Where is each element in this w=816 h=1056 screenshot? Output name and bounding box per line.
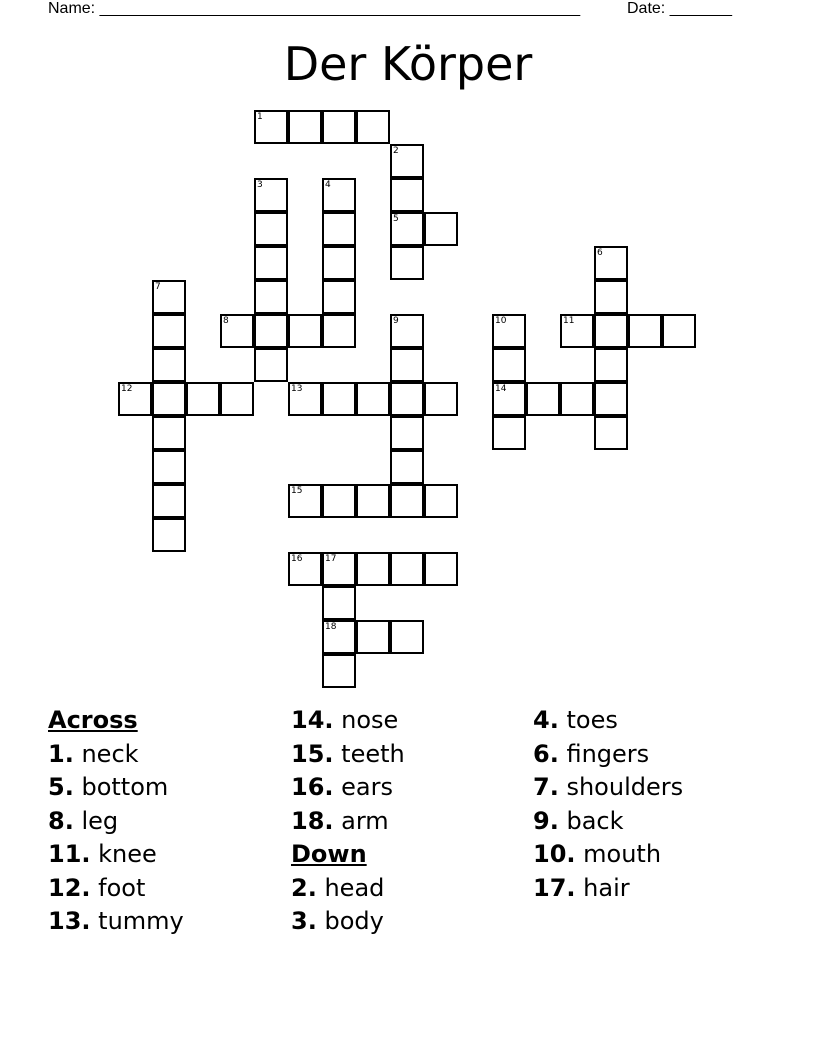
clue-down-10: [533, 838, 683, 872]
cell-number: 10: [495, 316, 507, 326]
grid-cell[interactable]: [288, 110, 322, 144]
grid-cell[interactable]: [390, 246, 424, 280]
grid-cell[interactable]: [390, 620, 424, 654]
clue-answer: mouth: [583, 840, 662, 868]
clue-answer: body: [324, 907, 384, 935]
clue-answer: teeth: [341, 739, 405, 768]
grid-cell[interactable]: [594, 382, 628, 416]
cell-number: 4: [325, 180, 331, 190]
grid-cell[interactable]: [254, 280, 288, 314]
clue-answer: hair: [583, 873, 630, 902]
grid-cell[interactable]: [152, 450, 186, 484]
clue-across-8: [48, 805, 184, 839]
grid-cell[interactable]: [526, 382, 560, 416]
cell-number: 5: [393, 214, 399, 224]
grid-cell[interactable]: [356, 382, 390, 416]
cell-number: 13: [291, 384, 303, 394]
grid-cell[interactable]: [152, 382, 186, 416]
grid-cell[interactable]: [322, 654, 356, 688]
clue-number: 8.: [48, 806, 74, 835]
cell-number: 16: [291, 554, 303, 564]
clue-answer: tummy: [98, 907, 184, 935]
clue-answer: shoulders: [566, 773, 684, 801]
grid-cell[interactable]: [322, 586, 356, 620]
cell-number: 18: [325, 622, 337, 632]
grid-cell[interactable]: [560, 382, 594, 416]
clue-number: 11.: [48, 840, 91, 868]
grid-cell[interactable]: [356, 552, 390, 586]
grid-cell[interactable]: [390, 484, 424, 518]
grid-cell[interactable]: [322, 280, 356, 314]
cell-number: 9: [393, 316, 399, 326]
page-title: Der Körper: [283, 37, 533, 91]
grid-cell[interactable]: [118, 382, 152, 416]
grid-cell[interactable]: [628, 314, 662, 348]
grid-cell[interactable]: [424, 552, 458, 586]
grid-cell[interactable]: [322, 314, 356, 348]
clue-down-9: [533, 805, 683, 839]
clue-answer: bottom: [81, 773, 169, 801]
grid-cell[interactable]: [254, 212, 288, 246]
grid-cell[interactable]: [288, 314, 322, 348]
clue-number: 12.: [48, 873, 91, 902]
grid-cell[interactable]: [322, 552, 356, 586]
grid-cell[interactable]: [390, 552, 424, 586]
grid-cell[interactable]: [492, 416, 526, 450]
grid-cell[interactable]: [390, 144, 424, 178]
clue-down-6: [533, 738, 683, 772]
clue-answer: nose: [341, 706, 399, 734]
grid-cell[interactable]: [254, 110, 288, 144]
clue-answer: foot: [98, 873, 146, 902]
date-line: Date: _______: [627, 0, 732, 17]
grid-cell[interactable]: [390, 178, 424, 212]
clue-across-1: [48, 738, 184, 772]
grid-cell[interactable]: [220, 382, 254, 416]
grid-cell[interactable]: [492, 382, 526, 416]
grid-cell[interactable]: [594, 314, 628, 348]
clue-answer: neck: [81, 739, 139, 768]
clue-answer: head: [324, 873, 385, 902]
clue-number: 7.: [533, 773, 559, 801]
grid-cell[interactable]: [594, 416, 628, 450]
clue-number: 15.: [291, 739, 334, 768]
name-line: Name: ______________________________________________________: [48, 0, 581, 17]
clue-number: 1.: [48, 739, 74, 768]
clue-answer: ears: [341, 773, 393, 801]
clue-column-3: [533, 704, 683, 905]
clue-down-3: [291, 905, 405, 939]
clue-across-5: [48, 771, 184, 805]
grid-cell[interactable]: [390, 450, 424, 484]
cell-number: 6: [597, 248, 603, 258]
grid-cell[interactable]: [356, 484, 390, 518]
cell-number: 17: [325, 554, 337, 564]
grid-cell[interactable]: [322, 110, 356, 144]
cell-number: 14: [495, 384, 507, 394]
grid-cell[interactable]: [662, 314, 696, 348]
clue-answer: fingers: [566, 739, 650, 768]
grid-cell[interactable]: [322, 212, 356, 246]
grid-cell[interactable]: [186, 382, 220, 416]
grid-cell[interactable]: [492, 314, 526, 348]
clue-across-13: [48, 905, 184, 939]
grid-cell[interactable]: [424, 484, 458, 518]
clue-answer: leg: [81, 806, 119, 835]
grid-cell[interactable]: [492, 348, 526, 382]
clue-answer: knee: [98, 840, 157, 868]
cell-number: 1: [257, 112, 263, 122]
grid-cell[interactable]: [152, 416, 186, 450]
cell-number: 12: [121, 384, 133, 394]
clue-number: 3.: [291, 907, 317, 935]
clue-number: 17.: [533, 873, 576, 902]
grid-cell[interactable]: [322, 246, 356, 280]
clue-across-18: [291, 805, 405, 839]
grid-cell[interactable]: [560, 314, 594, 348]
grid-cell[interactable]: [288, 484, 322, 518]
cell-number: 11: [563, 316, 575, 326]
clue-number: 9.: [533, 806, 559, 835]
clue-answer: arm: [341, 806, 389, 835]
grid-cell[interactable]: [152, 484, 186, 518]
clue-number: 14.: [291, 706, 334, 734]
grid-cell[interactable]: [390, 416, 424, 450]
clue-column-2: [291, 704, 405, 939]
grid-cell[interactable]: [424, 212, 458, 246]
grid-cell[interactable]: [356, 110, 390, 144]
grid-cell[interactable]: [152, 348, 186, 382]
grid-cell[interactable]: [322, 620, 356, 654]
grid-cell[interactable]: [594, 246, 628, 280]
cell-number: 2: [393, 146, 399, 156]
cell-number: 7: [155, 282, 161, 292]
grid-cell[interactable]: [254, 246, 288, 280]
clue-down-17: [533, 872, 683, 906]
cell-number: 3: [257, 180, 263, 190]
clue-number: 5.: [48, 773, 74, 801]
grid-cell[interactable]: [390, 212, 424, 246]
grid-cell[interactable]: [594, 348, 628, 382]
clue-across-14: [291, 704, 405, 738]
clue-number: 13.: [48, 907, 91, 935]
grid-cell[interactable]: [390, 348, 424, 382]
grid-cell[interactable]: [220, 314, 254, 348]
grid-cell[interactable]: [288, 552, 322, 586]
clue-across-16: [291, 771, 405, 805]
clue-number: 16.: [291, 773, 334, 801]
cell-number: 15: [291, 486, 303, 496]
clue-down-2: [291, 872, 405, 906]
grid-cell[interactable]: [254, 178, 288, 212]
grid-cell[interactable]: [356, 620, 390, 654]
clue-number: 6.: [533, 739, 559, 768]
clue-across-12: [48, 872, 184, 906]
clue-number: 2.: [291, 873, 317, 902]
clue-column-1: [48, 704, 184, 939]
grid-cell[interactable]: [152, 314, 186, 348]
grid-cell[interactable]: [390, 382, 424, 416]
across-heading: Across: [48, 706, 138, 734]
cell-number: 8: [223, 316, 229, 326]
grid-cell[interactable]: [390, 314, 424, 348]
grid-cell[interactable]: [288, 382, 322, 416]
clue-across-11: [48, 838, 184, 872]
grid-cell[interactable]: [152, 280, 186, 314]
clue-across-15: [291, 738, 405, 772]
grid-cell[interactable]: [254, 314, 288, 348]
grid-cell[interactable]: [254, 348, 288, 382]
grid-cell[interactable]: [322, 484, 356, 518]
grid-cell[interactable]: [594, 280, 628, 314]
grid-cell[interactable]: [322, 178, 356, 212]
clue-number: 4.: [533, 706, 559, 734]
clue-number: 18.: [291, 806, 334, 835]
grid-cell[interactable]: [322, 382, 356, 416]
clue-answer: toes: [566, 706, 618, 734]
down-heading: Down: [291, 840, 367, 868]
clue-down-7: [533, 771, 683, 805]
grid-cell[interactable]: [152, 518, 186, 552]
clue-down-4: [533, 704, 683, 738]
clue-number: 10.: [533, 840, 576, 868]
clue-answer: back: [566, 806, 624, 835]
grid-cell[interactable]: [424, 382, 458, 416]
